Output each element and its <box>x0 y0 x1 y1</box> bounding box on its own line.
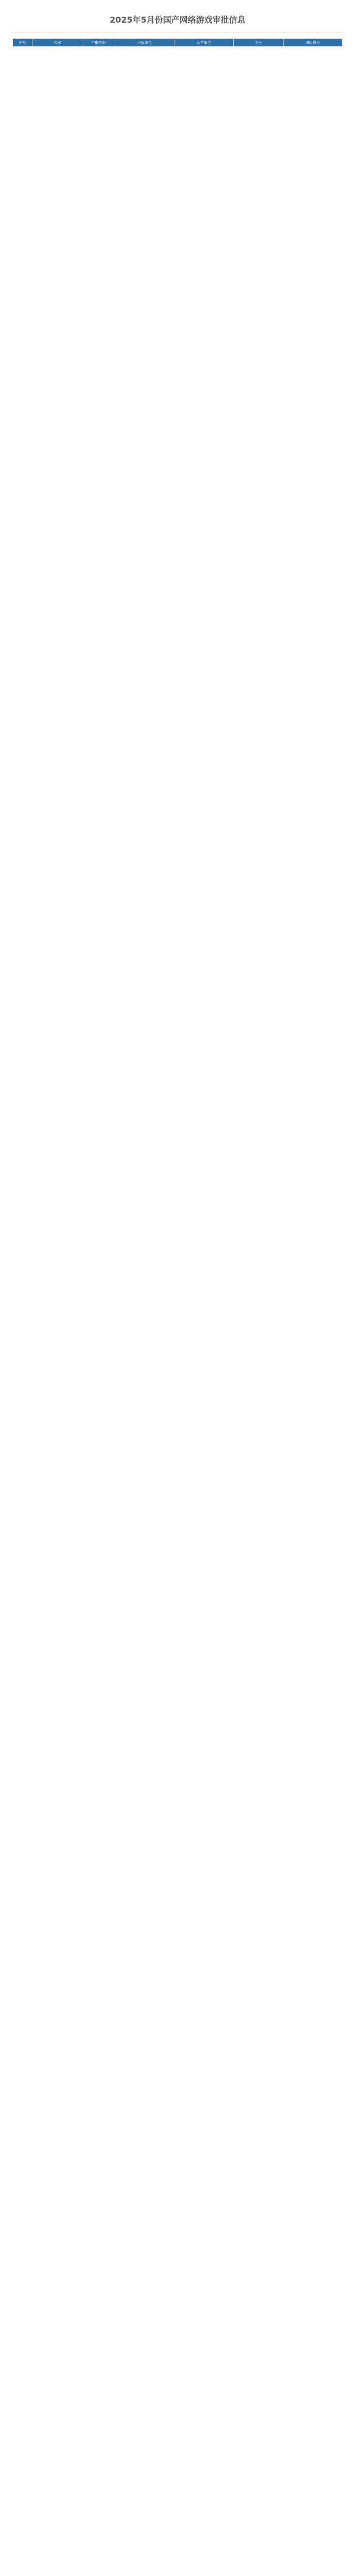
column-header: 名称 <box>32 39 82 47</box>
column-header: 出版单位 <box>115 39 174 47</box>
column-header: 文号 <box>234 39 283 47</box>
article-title: 2025年5月份国产网络游戏审批信息 <box>110 15 245 25</box>
table-container <box>0 38 355 47</box>
column-header: 序号 <box>13 39 32 47</box>
approval-table <box>12 38 343 47</box>
column-header: 出版物号 <box>283 39 342 47</box>
column-header: 运营单位 <box>174 39 234 47</box>
title-divider <box>12 32 343 33</box>
table-header-row <box>13 39 343 47</box>
column-header: 申报类别 <box>82 39 115 47</box>
